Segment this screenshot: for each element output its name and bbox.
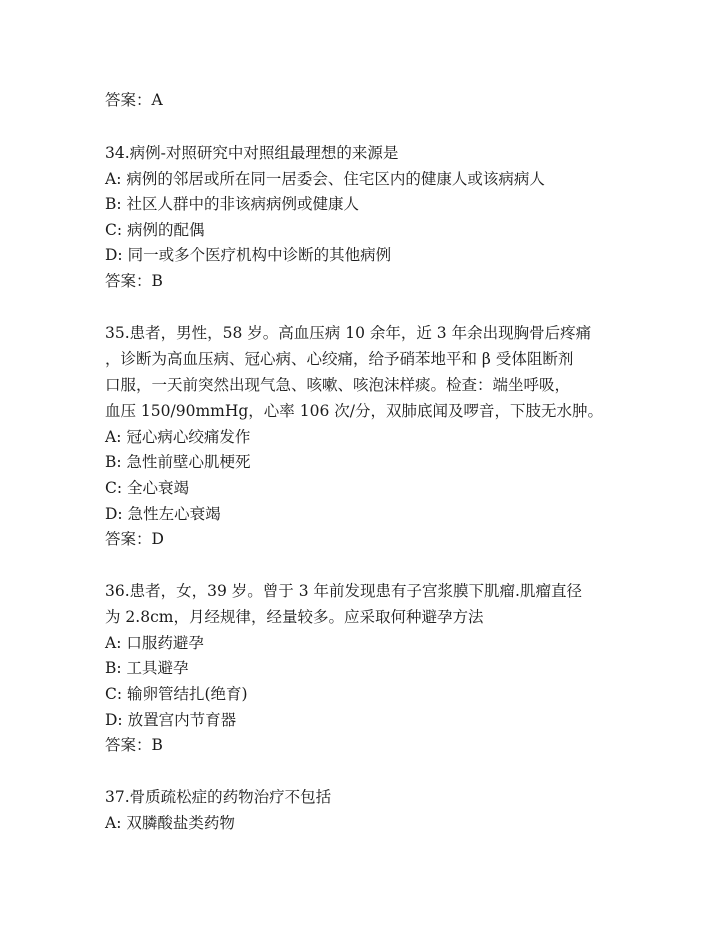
q34-stem-line-1: 34.病例-对照研究中对照组最理想的来源是 (105, 144, 399, 162)
q35-stem-line-1: 35.患者，男性，58 岁。高血压病 10 余年，近 3 年余出现胸骨后疼痛 (105, 324, 592, 342)
q34-option-c: C: 病例的配偶 (105, 221, 205, 239)
q37-option-a: A: 双膦酸盐类药物 (105, 814, 235, 832)
q36-option-c: C: 输卵管结扎(绝育) (105, 685, 248, 703)
q35-option-d: D: 急性左心衰竭 (105, 505, 221, 523)
q34-option-b: B: 社区人群中的非该病病例或健康人 (105, 195, 360, 213)
q34-option-a: A: 病例的邻居或所在同一居委会、住宅区内的健康人或该病病人 (105, 170, 545, 188)
q36-option-b: B: 工具避孕 (105, 659, 189, 677)
q35-option-b: B: 急性前壁心肌梗死 (105, 453, 251, 471)
q36-option-d: D: 放置宫内节育器 (105, 711, 237, 729)
q35-option-a: A: 冠心病心绞痛发作 (105, 428, 251, 446)
q35-option-c: C: 全心衰竭 (105, 479, 190, 497)
q35-stem-line-4: 血压 150/90mmHg，心率 106 次/分，双肺底闻及啰音，下肢无水肿。 (105, 402, 603, 420)
q36-option-a: A: 口服药避孕 (105, 634, 204, 652)
q35-stem-line-2: ，诊断为高血压病、冠心病、心绞痛，给予硝苯地平和 β 受体阻断剂 (105, 350, 574, 368)
q35-answer: 答案：D (105, 530, 164, 548)
q36-stem-line-2: 为 2.8cm，月经规律，经量较多。应采取何种避孕方法 (105, 608, 484, 626)
q34-option-d: D: 同一或多个医疗机构中诊断的其他病例 (105, 246, 392, 264)
q34-answer: 答案：B (105, 272, 163, 290)
q36-stem-line-1: 36.患者，女，39 岁。曾于 3 年前发现患有子宫浆膜下肌瘤.肌瘤直径 (105, 582, 582, 600)
previous-answer: 答案：A (105, 91, 163, 109)
q37-stem-line-1: 37.骨质疏松症的药物治疗不包括 (105, 788, 332, 806)
q36-answer: 答案：B (105, 736, 163, 754)
q35-stem-line-3: 口服，一天前突然出现气急、咳嗽、咳泡沫样痰。检查：端坐呼吸， (105, 376, 571, 394)
